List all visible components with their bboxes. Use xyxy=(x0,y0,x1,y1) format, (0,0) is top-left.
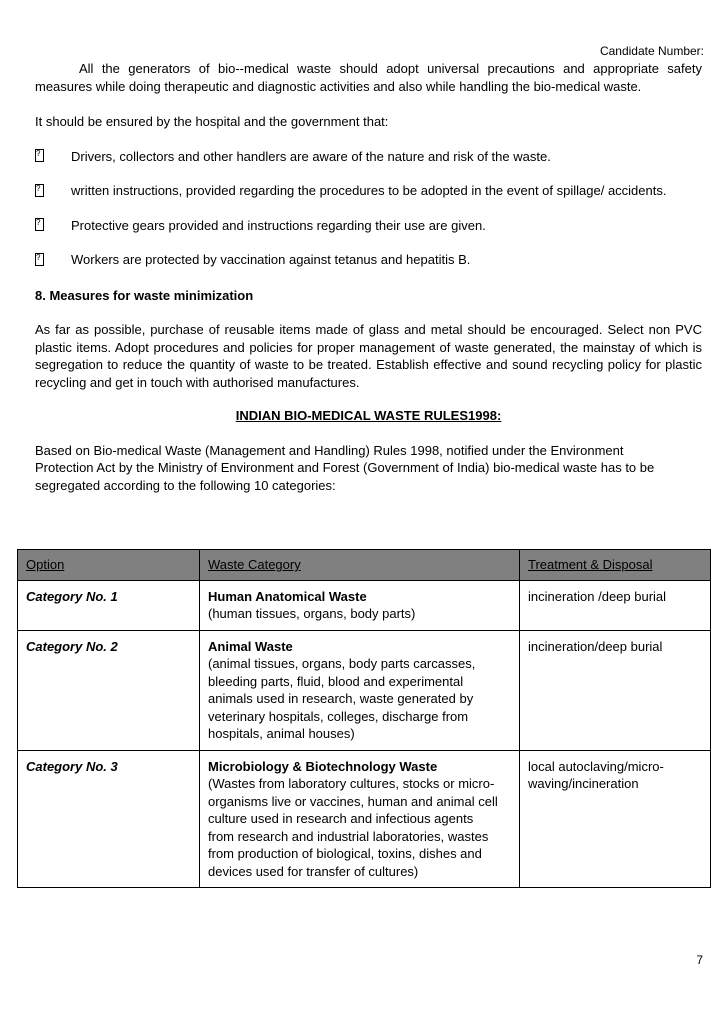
candidate-number-label: Candidate Number: xyxy=(599,44,704,58)
category-desc-line: (animal tissues, organs, body parts carcasses, xyxy=(208,656,476,671)
table-row xyxy=(18,630,711,750)
missing-glyph-icon xyxy=(35,148,71,166)
bullet-text: Workers are protected by vaccination against tetanus and hepatitis B. xyxy=(71,252,471,267)
waste-category-cell xyxy=(200,750,520,888)
category-desc-line: organisms live or vaccines, human and animal cell xyxy=(208,793,498,809)
category-name: Human Anatomical Waste xyxy=(208,588,367,604)
page-number: 7 xyxy=(696,953,703,967)
option-cell: Category No. 1 xyxy=(18,580,200,630)
table-row xyxy=(18,580,711,630)
column-header-treatment: Treatment & Disposal xyxy=(520,550,711,581)
treatment-line: incineration /deep burial xyxy=(528,588,667,604)
category-desc-line: hospitals, animal houses) xyxy=(208,726,355,741)
rules-intro-line: segregated according to the following 10 categories: xyxy=(35,477,336,493)
option-cell: Category No. 3 xyxy=(18,750,200,888)
treatment-line: waving/incineration xyxy=(528,776,639,791)
treatment-line: local autoclaving/micro- xyxy=(528,758,664,774)
category-name: Animal Waste xyxy=(208,638,293,654)
list-item xyxy=(35,148,702,166)
missing-glyph-icon xyxy=(35,217,71,235)
list-item xyxy=(35,182,702,200)
treatment-line: incineration/deep burial xyxy=(528,638,663,654)
category-desc-line: (human tissues, organs, body parts) xyxy=(208,606,416,621)
column-header-waste-category: Waste Category xyxy=(200,550,520,581)
bullet-text: Drivers, collectors and other handlers are aware of the nature and risk of the waste. xyxy=(71,148,551,164)
treatment-cell xyxy=(520,580,711,630)
treatment-cell xyxy=(520,750,711,888)
category-desc-line: from research and industrial laboratories, wastes xyxy=(208,828,489,844)
option-cell: Category No. 2 xyxy=(18,630,200,750)
section-body: As far as possible, purchase of reusable items made of glass and metal should be encouraged. Select non PVC plastic items. Adopt procedures and policies for proper management of waste generated, the mainstay of which is segregation to reduce the quantity of waste to be treated. Establish effective and sound recycling policy for plastic recycling and get in touch with authorised manufactures. xyxy=(35,322,702,390)
ensure-paragraph: It should be ensured by the hospital and the government that: xyxy=(35,114,389,129)
rules-intro xyxy=(35,442,702,495)
category-desc-line: devices used for transfer of cultures) xyxy=(208,863,419,879)
category-desc-line: veterinary hospitals, colleges, discharge from xyxy=(208,708,469,724)
category-desc-line: (Wastes from laboratory cultures, stocks or micro- xyxy=(208,776,495,791)
list-item xyxy=(35,217,702,235)
bullet-text: Protective gears provided and instructions regarding their use are given. xyxy=(71,217,486,233)
category-name: Microbiology & Biotechnology Waste xyxy=(208,758,438,774)
waste-category-cell xyxy=(200,580,520,630)
category-desc-line: culture used in research and infectious agents xyxy=(208,811,474,826)
waste-category-cell xyxy=(200,630,520,750)
rules-intro-line: Protection Act by the Ministry of Environment and Forest (Government of India) bio-medical waste has to be xyxy=(35,460,655,475)
section-heading: 8. Measures for waste minimization xyxy=(35,287,254,303)
treatment-cell xyxy=(520,630,711,750)
table-header-row xyxy=(18,550,711,581)
list-item xyxy=(35,251,702,269)
missing-glyph-icon xyxy=(35,182,71,200)
waste-categories-table xyxy=(17,549,711,888)
category-desc-line: animals used in research, waste generated by xyxy=(208,691,474,706)
bullet-text: written instructions, provided regarding the procedures to be adopted in the event of spillage/ accidents. xyxy=(71,183,667,198)
missing-glyph-icon xyxy=(35,251,71,269)
rules-title: INDIAN BIO-MEDICAL WASTE RULES1998: xyxy=(235,408,502,423)
document-body xyxy=(35,60,702,494)
category-desc-line: bleeding parts, fluid, blood and experimental xyxy=(208,673,464,689)
rules-intro-line: Based on Bio-medical Waste (Management and Handling) Rules 1998, notified under the Environment xyxy=(35,442,624,458)
table-row xyxy=(18,750,711,888)
category-desc-line: from production of biological, toxins, dishes and xyxy=(208,846,482,861)
column-header-option: Option xyxy=(18,550,200,581)
intro-paragraph: All the generators of bio--medical waste should adopt universal precautions and appropriate safety measures while doing therapeutic and diagnostic activities and also while handling the bio-medical waste. xyxy=(35,61,702,94)
